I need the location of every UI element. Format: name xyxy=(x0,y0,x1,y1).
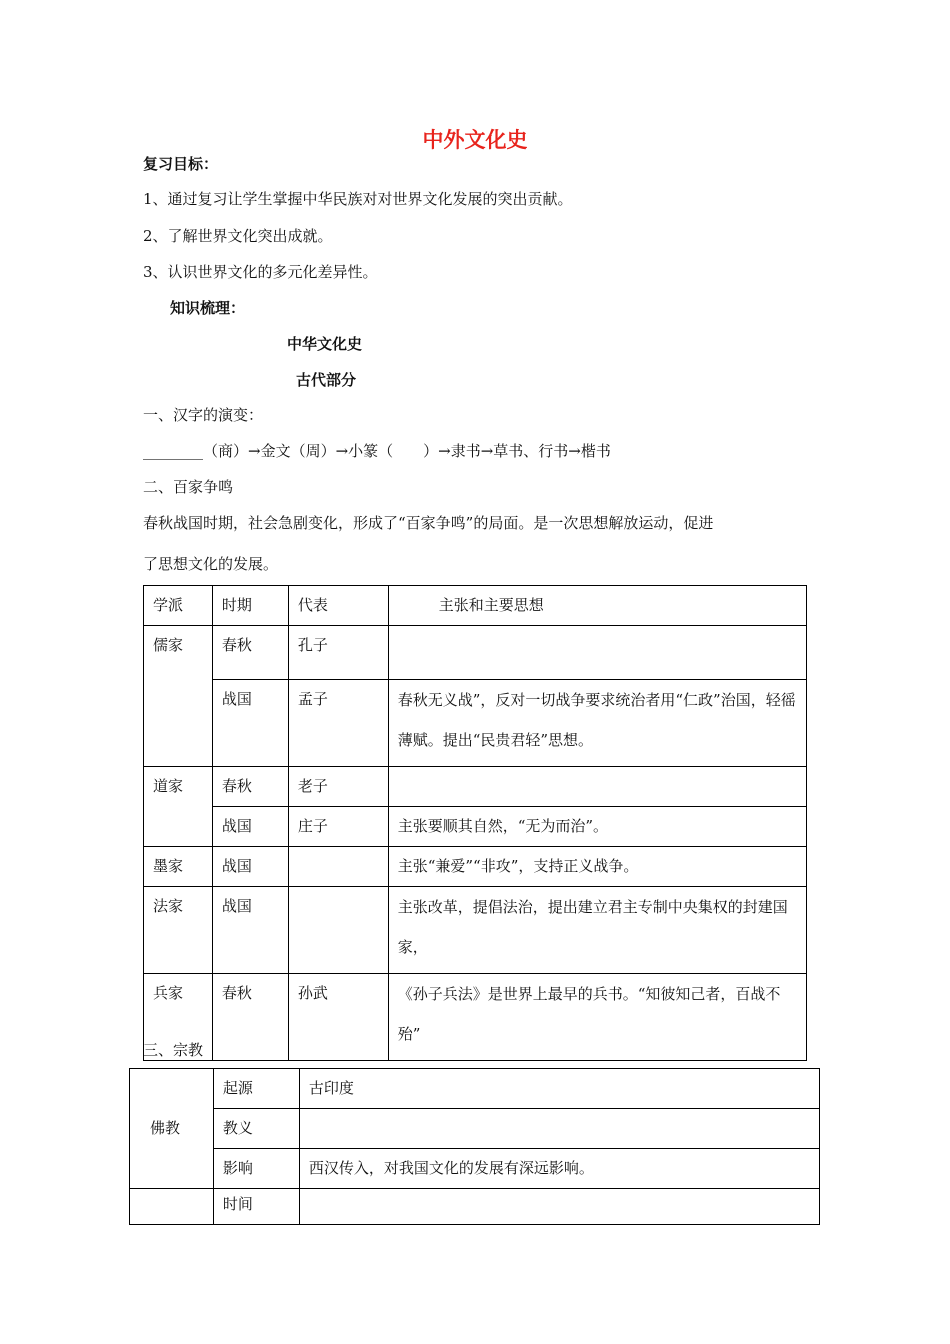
cell-representative: 孟子 xyxy=(288,680,388,767)
table-row xyxy=(144,626,807,680)
table-row xyxy=(130,1109,820,1149)
cell-label: 教义 xyxy=(213,1109,299,1149)
religion-table xyxy=(129,1068,820,1225)
cell-idea: 春秋无义战”，反对一切战争要求统治者用“仁政”治国，轻徭薄赋。提出“民贵君轻”思想。 xyxy=(388,680,806,767)
cell-period: 春秋 xyxy=(212,626,288,680)
table-row xyxy=(144,680,807,767)
goal-item-1: 1、通过复习让学生掌握中华民族对对世界文化发展的突出贡献。 xyxy=(143,190,573,208)
cell-representative: 孔子 xyxy=(288,626,388,680)
review-heading: 复习目标： xyxy=(143,155,219,173)
cell-school: 法家 xyxy=(144,887,213,974)
cell-idea: 主张“兼爱”“非攻”，支持正义战争。 xyxy=(388,847,806,887)
header-representative: 代表 xyxy=(288,586,388,626)
cell-school: 兵家 xyxy=(144,974,213,1061)
cell-label: 起源 xyxy=(213,1069,299,1109)
table-row xyxy=(130,1149,820,1189)
section-2-heading: 二、百家争鸣 xyxy=(143,478,234,496)
cell-value: 古印度 xyxy=(299,1069,819,1109)
header-period: 时期 xyxy=(212,586,288,626)
cell-period: 春秋 xyxy=(212,767,288,807)
goal-item-2: 2、了解世界文化突出成就。 xyxy=(143,227,333,245)
cell-representative: 老子 xyxy=(288,767,388,807)
cell-period: 战国 xyxy=(212,680,288,767)
cell-period: 战国 xyxy=(212,887,288,974)
cell-representative: 孙武 xyxy=(288,974,388,1061)
table-header-row xyxy=(144,586,807,626)
section-2-paragraph-line-1: 春秋战国时期，社会急剧变化，形成了“百家争鸣”的局面。是一次思想解放运动，促进 xyxy=(143,514,714,532)
table-row xyxy=(144,767,807,807)
section-2-paragraph-line-2: 了思想文化的发展。 xyxy=(143,555,279,573)
cell-religion-empty xyxy=(130,1189,214,1225)
section-3-heading: 三、宗教 xyxy=(143,1041,204,1059)
cell-value: 西汉传入，对我国文化的发展有深远影响。 xyxy=(299,1149,819,1189)
cell-value xyxy=(299,1189,819,1225)
schools-table xyxy=(143,585,807,1061)
knowledge-heading: 知识梳理： xyxy=(170,299,246,317)
cell-school: 道家 xyxy=(144,767,213,847)
cell-religion: 佛教 xyxy=(130,1069,214,1189)
header-idea: 主张和主要思想 xyxy=(388,586,806,626)
table-row xyxy=(144,807,807,847)
cell-idea xyxy=(388,626,806,680)
cell-idea: 《孙子兵法》是世界上最早的兵书。“知彼知己者，百战不殆” xyxy=(388,974,806,1061)
cell-school: 儒家 xyxy=(144,626,213,767)
cell-label: 影响 xyxy=(213,1149,299,1189)
hanzi-evolution-line: ________（商）→金文（周）→小篆（ ）→隶书→草书、行书→楷书 xyxy=(143,442,611,460)
header-school: 学派 xyxy=(144,586,213,626)
cell-period: 战国 xyxy=(212,847,288,887)
table-row xyxy=(130,1189,820,1225)
sub-title: 古代部分 xyxy=(296,371,357,389)
goal-item-3: 3、认识世界文化的多元化差异性。 xyxy=(143,263,378,281)
cell-representative: 庄子 xyxy=(288,807,388,847)
cell-period: 春秋 xyxy=(212,974,288,1061)
table-row xyxy=(144,974,807,1061)
section-title: 中华文化史 xyxy=(287,335,363,353)
table-row xyxy=(130,1069,820,1109)
cell-school: 墨家 xyxy=(144,847,213,887)
cell-representative xyxy=(288,887,388,974)
cell-idea: 主张要顺其自然，“无为而治”。 xyxy=(388,807,806,847)
cell-idea: 主张改革，提倡法治，提出建立君主专制中央集权的封建国家， xyxy=(388,887,806,974)
cell-value xyxy=(299,1109,819,1149)
cell-representative xyxy=(288,847,388,887)
section-1-heading: 一、汉字的演变： xyxy=(143,406,264,424)
page-title: 中外文化史 xyxy=(422,128,528,152)
cell-label: 时间 xyxy=(213,1189,299,1225)
table-row xyxy=(144,887,807,974)
cell-idea xyxy=(388,767,806,807)
cell-period: 战国 xyxy=(212,807,288,847)
